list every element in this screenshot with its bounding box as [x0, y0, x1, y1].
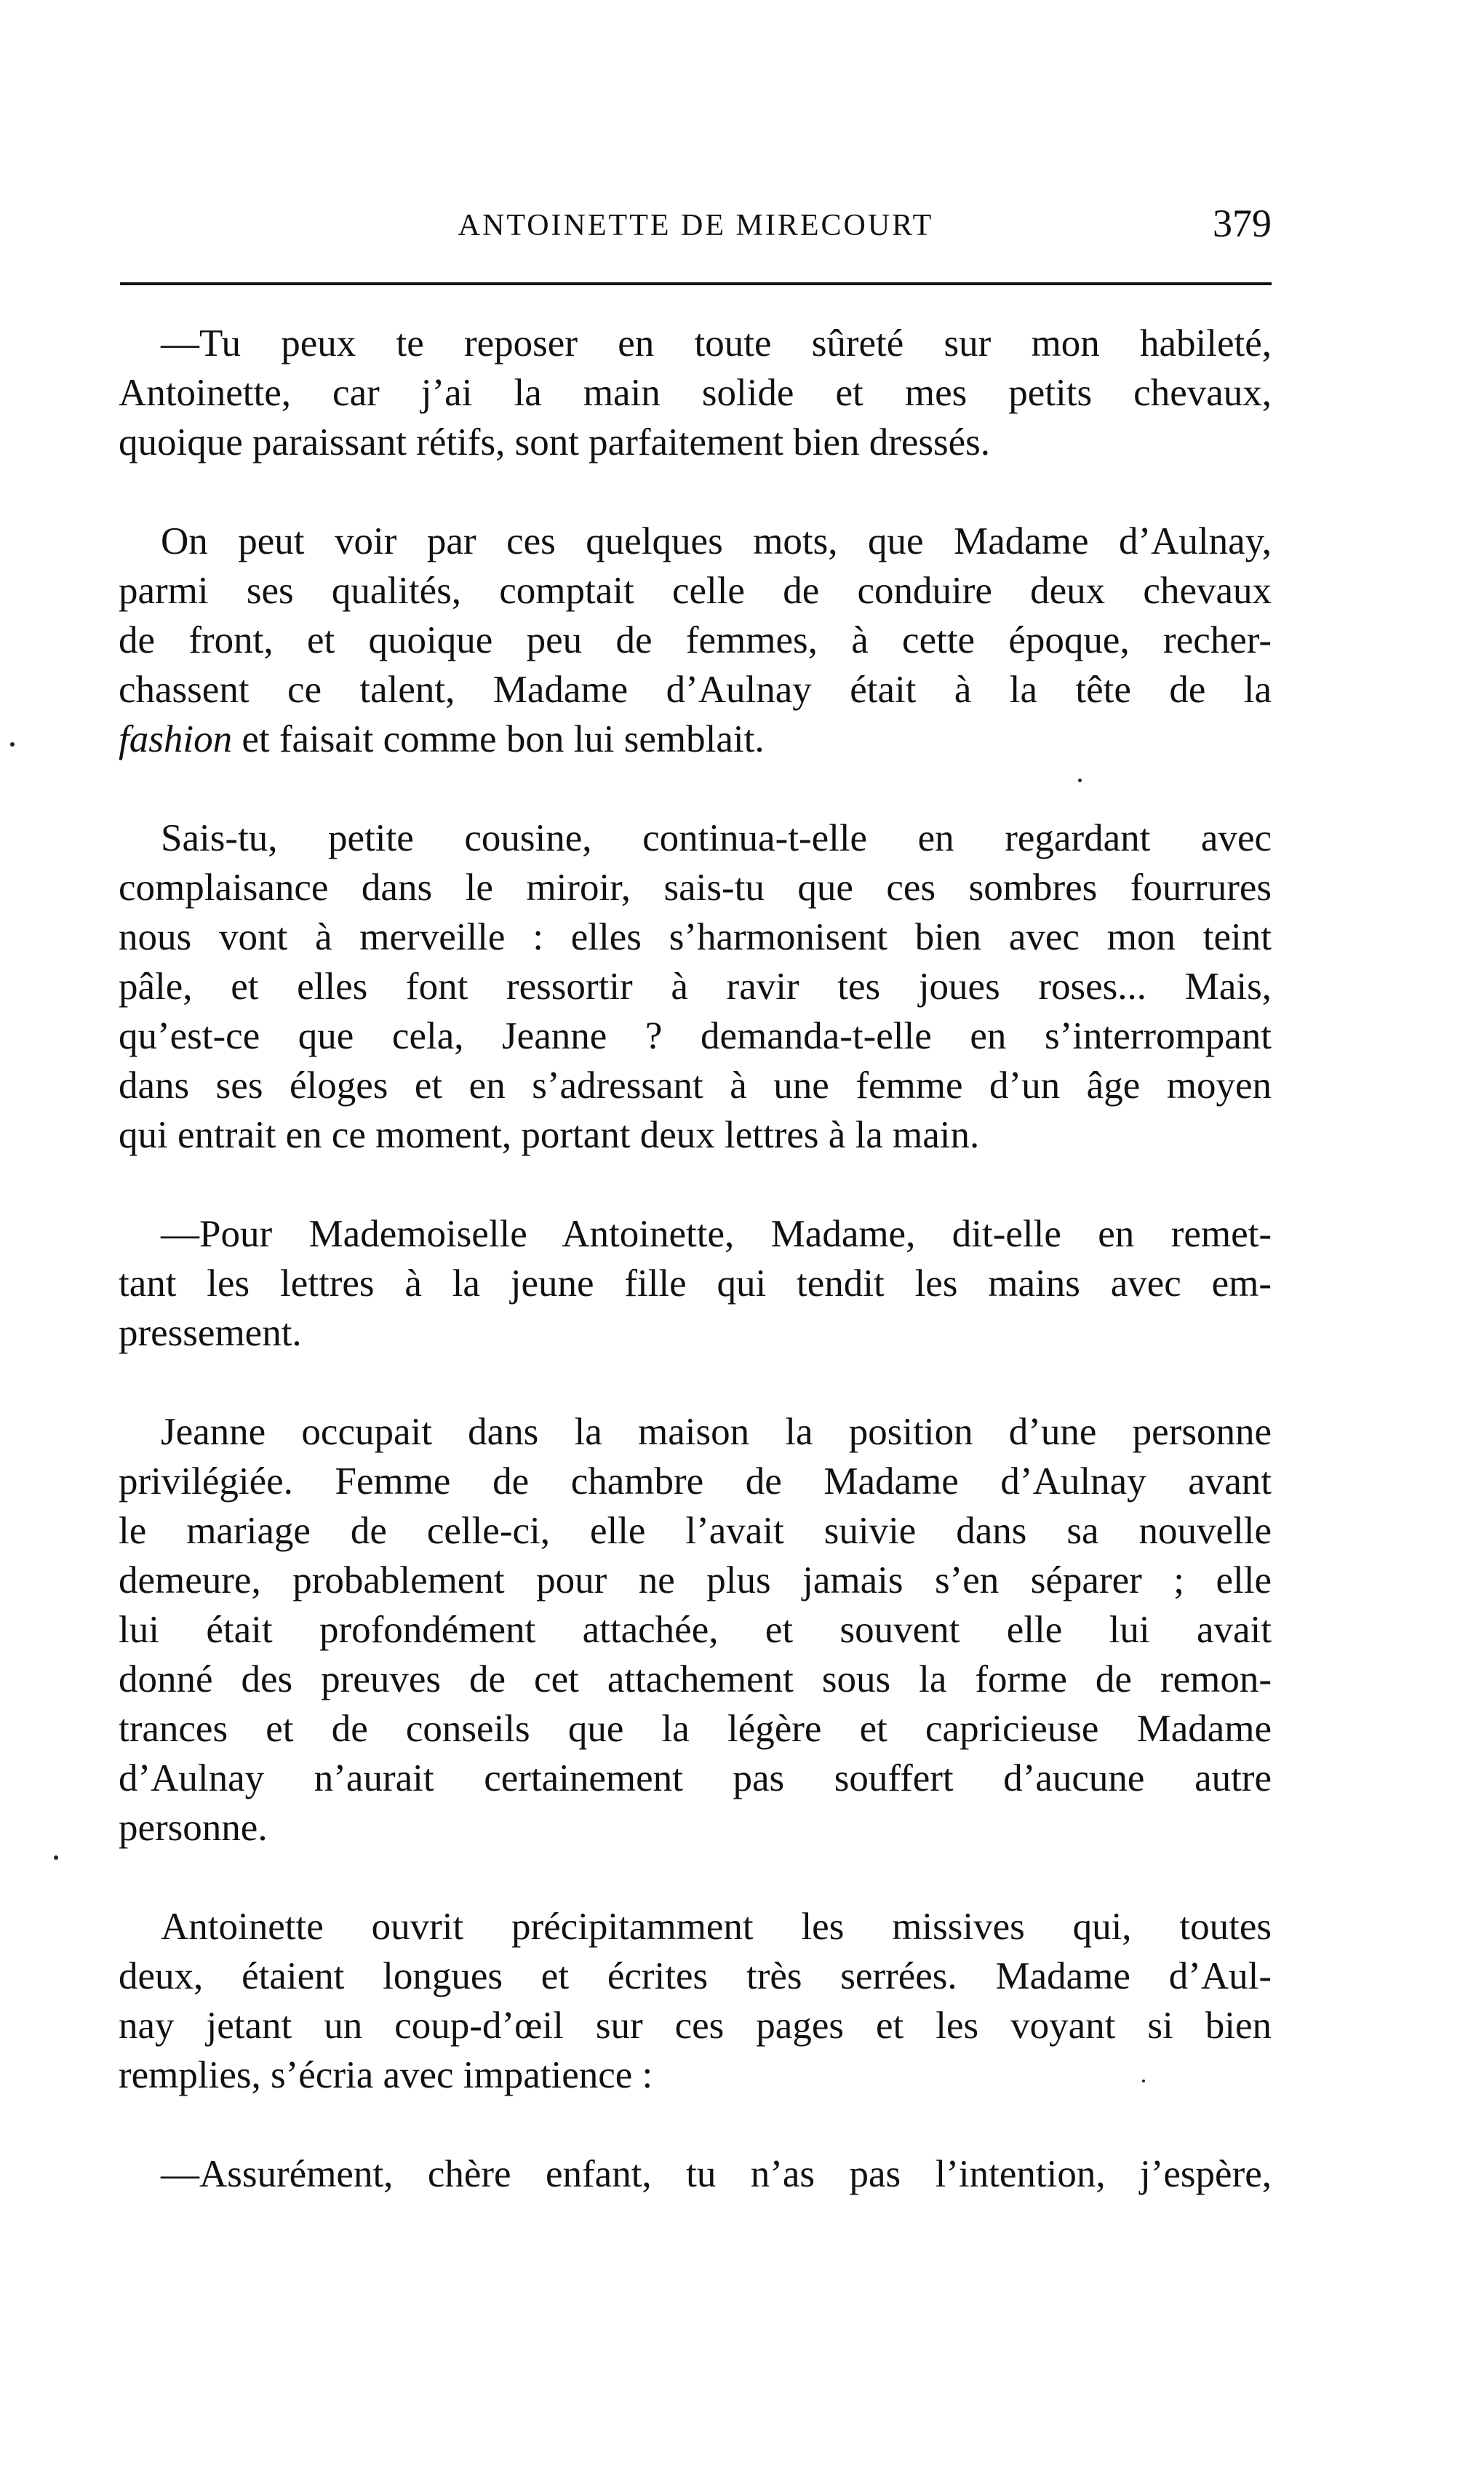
print-speck: [1142, 2080, 1145, 2082]
text-line: Sais-tu, petite cousine, continua-t-elle en regardant avec: [161, 817, 1272, 859]
print-speck: [1078, 779, 1082, 782]
paragraph: [119, 1902, 1272, 2100]
text-line: donné des preuves de cet attachement sous la forme de remon-: [119, 1658, 1272, 1700]
paragraph: [119, 1209, 1272, 1358]
text-line: dans ses éloges et en s’adressant à une femme d’un âge moyen: [119, 1065, 1272, 1107]
text-line: le mariage de celle-ci, elle l’avait suivie dans sa nouvelle: [119, 1510, 1272, 1552]
text-line: deux, étaient longues et écrites très serrées. Madame d’Aul-: [119, 1955, 1272, 1997]
text-line: —Tu peux te reposer en toute sûreté sur mon habileté,: [161, 322, 1272, 365]
paragraph: [119, 517, 1272, 764]
text-line: Antoinette, car j’ai la main solide et mes petits chevaux,: [119, 372, 1272, 414]
text-line: quoique paraissant rétifs, sont parfaitement bien dressés.: [119, 421, 991, 463]
header-rule: [120, 282, 1272, 285]
text-line: qu’est-ce que cela, Jeanne ? demanda-t-elle en s’interrompant: [119, 1015, 1272, 1057]
text-line: —Pour Mademoiselle Antoinette, Madame, dit-elle en remet-: [161, 1213, 1272, 1255]
text-line: personne.: [119, 1807, 268, 1849]
paragraph: [119, 1407, 1272, 1853]
text-line: —Assurément, chère enfant, tu n’as pas l’intention, j’espère,: [161, 2153, 1272, 2195]
text-line: remplies, s’écria avec impatience :: [119, 2054, 653, 2096]
print-speck: [54, 1855, 58, 1860]
text-line: complaisance dans le miroir, sais-tu que ces sombres fourrures: [119, 867, 1272, 909]
text-fragment: et faisait comme bon lui semblait.: [232, 718, 765, 760]
text-line: parmi ses qualités, comptait celle de conduire deux chevaux: [119, 570, 1272, 612]
italic-word: fashion: [119, 718, 233, 760]
text-line: Antoinette ouvrit précipitamment les missives qui, toutes: [161, 1906, 1272, 1948]
text-line: pressement.: [119, 1312, 302, 1354]
paragraph: [119, 319, 1272, 467]
paragraph: [119, 813, 1272, 1160]
text-line: demeure, probablement pour ne plus jamais s’en séparer ; elle: [119, 1559, 1272, 1601]
text-line: lui était profondément attachée, et souvent elle lui avait: [119, 1609, 1272, 1651]
text-line: chassent ce talent, Madame d’Aulnay était à la tête de la: [119, 669, 1272, 711]
text-line: de front, et quoique peu de femmes, à cette époque, recher-: [119, 619, 1272, 661]
print-speck: [10, 742, 15, 747]
text-line: Jeanne occupait dans la maison la position d’une personne: [161, 1411, 1272, 1453]
text-line: tant les lettres à la jeune fille qui tendit les mains avec em-: [119, 1262, 1272, 1305]
text-line: nay jetant un coup-d’œil sur ces pages et les voyant si bien: [119, 2005, 1272, 2047]
text-line: qui entrait en ce moment, portant deux lettres à la main.: [119, 1114, 980, 1156]
text-line: privilégiée. Femme de chambre de Madame d’Aulnay avant: [119, 1460, 1272, 1503]
text-line: On peut voir par ces quelques mots, que Madame d’Aulnay,: [161, 520, 1272, 562]
text-line: nous vont à merveille : elles s’harmonisent bien avec mon teint: [119, 916, 1272, 958]
paragraph: [119, 2149, 1272, 2199]
text-line: trances et de conseils que la légère et capricieuse Madame: [119, 1708, 1272, 1750]
page-number: 379: [1213, 202, 1272, 245]
text-line: pâle, et elles font ressortir à ravir tes joues roses... Mais,: [119, 966, 1272, 1008]
body-text: [119, 319, 1272, 2248]
running-title: ANTOINETTE DE MIRECOURT: [458, 209, 934, 242]
text-line: d’Aulnay n’aurait certainement pas souffert d’aucune autre: [119, 1757, 1272, 1799]
text-line: [119, 715, 1272, 764]
running-head: [120, 201, 1272, 252]
